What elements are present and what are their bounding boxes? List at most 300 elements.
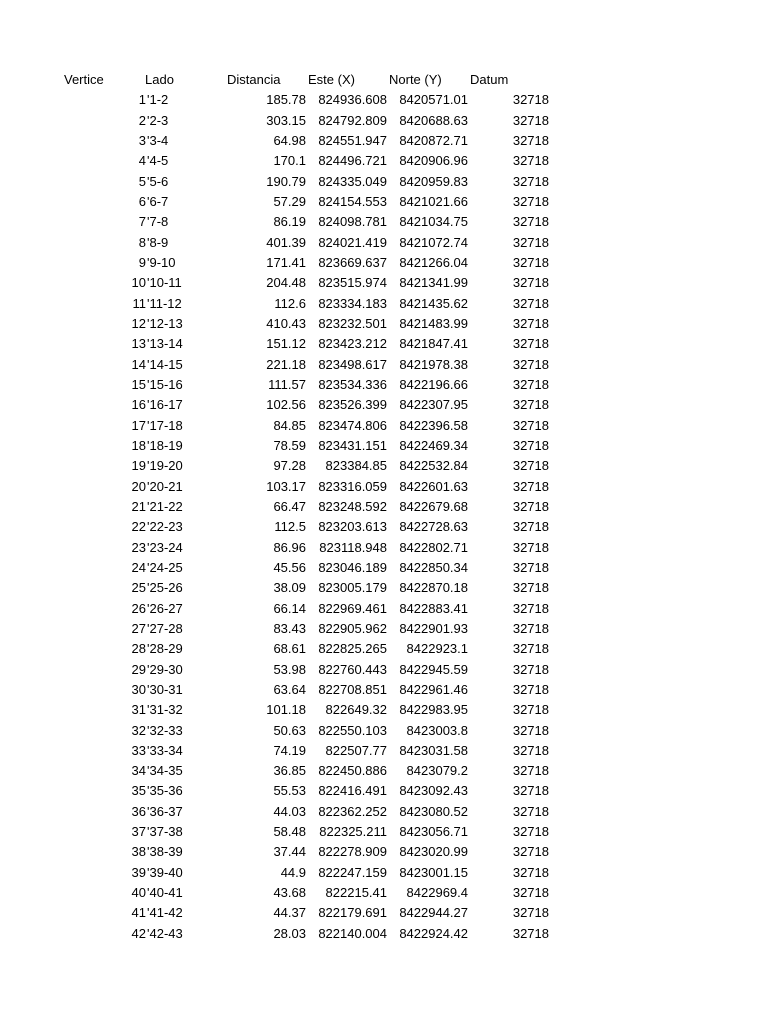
table-row: [0, 578, 768, 598]
cell-norte: 8422944.27: [399, 905, 468, 921]
cell-lado: '23-24: [147, 539, 183, 555]
cell-norte: 8423001.15: [399, 864, 468, 880]
cell-este: 822708.851: [318, 681, 387, 697]
cell-este: 823232.501: [318, 315, 387, 331]
cell-este: 822507.77: [325, 742, 387, 758]
cell-este: 823515.974: [318, 275, 387, 291]
cell-distancia: 28.03: [273, 925, 306, 941]
cell-datum: 32718: [512, 193, 549, 209]
cell-este: 822179.691: [318, 905, 387, 921]
cell-este: 822362.252: [318, 803, 387, 819]
cell-vertice: 8: [138, 234, 146, 250]
cell-datum: 32718: [512, 234, 549, 250]
cell-distancia: 84.85: [273, 417, 306, 433]
cell-este: 823474.806: [318, 417, 387, 433]
cell-norte: 8421341.99: [399, 275, 468, 291]
cell-norte: 8422396.58: [399, 417, 468, 433]
cell-este: 823334.183: [318, 295, 387, 311]
table-row: [0, 172, 768, 192]
cell-norte: 8420872.71: [399, 132, 468, 148]
header-este: Este (X): [308, 72, 355, 87]
cell-distancia: 401.39: [266, 234, 306, 250]
cell-distancia: 111.57: [268, 376, 306, 392]
cell-norte: 8423031.58: [399, 742, 468, 758]
cell-lado: '12-13: [147, 315, 183, 331]
cell-datum: 32718: [512, 559, 549, 575]
cell-norte: 8421435.62: [399, 295, 468, 311]
cell-vertice: 10: [131, 275, 146, 291]
cell-lado: '5-6: [147, 173, 169, 189]
table-row: [0, 741, 768, 761]
cell-datum: 32718: [512, 458, 549, 474]
cell-datum: 32718: [512, 620, 549, 636]
cell-distancia: 190.79: [266, 173, 306, 189]
cell-vertice: 41: [131, 905, 146, 921]
table-row: [0, 273, 768, 293]
table-row: [0, 375, 768, 395]
cell-lado: '4-5: [147, 153, 169, 169]
cell-este: 824551.947: [318, 132, 387, 148]
cell-datum: 32718: [512, 153, 549, 169]
cell-norte: 8422307.95: [399, 397, 468, 413]
cell-lado: '26-27: [147, 600, 183, 616]
cell-distancia: 101.18: [266, 702, 306, 718]
cell-datum: 32718: [512, 803, 549, 819]
cell-datum: 32718: [512, 905, 549, 921]
cell-lado: '3-4: [147, 132, 169, 148]
cell-lado: '36-37: [147, 803, 183, 819]
cell-norte: 8421483.99: [399, 315, 468, 331]
cell-distancia: 86.96: [273, 539, 306, 555]
cell-datum: 32718: [512, 722, 549, 738]
cell-lado: '39-40: [147, 864, 183, 880]
cell-datum: 32718: [512, 641, 549, 657]
cell-este: 822760.443: [318, 661, 387, 677]
table-body: [0, 90, 768, 944]
cell-lado: '33-34: [147, 742, 183, 758]
cell-vertice: 7: [138, 214, 146, 230]
table-row: [0, 883, 768, 903]
cell-distancia: 410.43: [266, 315, 306, 331]
cell-norte: 8423079.2: [406, 763, 468, 779]
cell-distancia: 68.61: [273, 641, 306, 657]
header-vertice: Vertice: [64, 72, 104, 87]
cell-este: 824936.608: [318, 92, 387, 108]
cell-vertice: 36: [131, 803, 146, 819]
cell-distancia: 112.5: [274, 519, 306, 535]
cell-distancia: 63.64: [273, 681, 306, 697]
cell-lado: '32-33: [147, 722, 183, 738]
cell-norte: 8423056.71: [399, 824, 468, 840]
table-row: [0, 456, 768, 476]
cell-datum: 32718: [512, 498, 549, 514]
table-row: [0, 111, 768, 131]
cell-este: 823498.617: [318, 356, 387, 372]
cell-distancia: 66.47: [273, 498, 306, 514]
cell-vertice: 5: [138, 173, 146, 189]
table-row: [0, 822, 768, 842]
cell-vertice: 3: [138, 132, 146, 148]
cell-distancia: 74.19: [273, 742, 306, 758]
cell-lado: '16-17: [147, 397, 183, 413]
cell-lado: '41-42: [147, 905, 183, 921]
cell-datum: 32718: [512, 295, 549, 311]
cell-lado: '38-39: [147, 844, 183, 860]
cell-vertice: 40: [131, 885, 146, 901]
header-norte: Norte (Y): [389, 72, 442, 87]
cell-norte: 8422601.63: [399, 478, 468, 494]
table-row: [0, 842, 768, 862]
table-row: [0, 721, 768, 741]
cell-distancia: 45.56: [273, 559, 306, 575]
cell-vertice: 38: [131, 844, 146, 860]
table-row: [0, 253, 768, 273]
header-distancia: Distancia: [227, 72, 281, 87]
header-datum: Datum: [470, 72, 509, 87]
cell-datum: 32718: [512, 925, 549, 941]
table-row: [0, 660, 768, 680]
cell-norte: 8423003.8: [406, 722, 468, 738]
cell-norte: 8420959.83: [399, 173, 468, 189]
cell-datum: 32718: [512, 112, 549, 128]
cell-vertice: 14: [131, 356, 146, 372]
table-row: [0, 395, 768, 415]
cell-lado: '28-29: [147, 641, 183, 657]
cell-lado: '11-12: [147, 295, 182, 311]
table-row: [0, 497, 768, 517]
cell-vertice: 20: [131, 478, 146, 494]
cell-distancia: 66.14: [273, 600, 306, 616]
cell-lado: '37-38: [147, 824, 183, 840]
cell-este: 823316.059: [318, 478, 387, 494]
cell-datum: 32718: [512, 376, 549, 392]
cell-distancia: 170.1: [273, 153, 306, 169]
header-lado: Lado: [145, 72, 174, 87]
cell-este: 823526.399: [318, 397, 387, 413]
cell-este: 824792.809: [318, 112, 387, 128]
cell-vertice: 13: [131, 336, 146, 352]
cell-lado: '15-16: [147, 376, 183, 392]
cell-norte: 8421266.04: [399, 254, 468, 270]
cell-datum: 32718: [512, 844, 549, 860]
cell-vertice: 11: [132, 295, 146, 311]
cell-norte: 8422728.63: [399, 519, 468, 535]
cell-vertice: 33: [131, 742, 146, 758]
cell-este: 822969.461: [318, 600, 387, 616]
table-row: [0, 131, 768, 151]
cell-norte: 8421034.75: [399, 214, 468, 230]
cell-datum: 32718: [512, 824, 549, 840]
cell-datum: 32718: [512, 92, 549, 108]
cell-vertice: 22: [131, 519, 146, 535]
cell-vertice: 42: [131, 925, 146, 941]
cell-distancia: 185.78: [266, 92, 306, 108]
cell-datum: 32718: [512, 417, 549, 433]
table-row: [0, 538, 768, 558]
cell-datum: 32718: [512, 885, 549, 901]
cell-este: 824154.553: [318, 193, 387, 209]
cell-distancia: 204.48: [266, 275, 306, 291]
cell-norte: 8422945.59: [399, 661, 468, 677]
cell-distancia: 57.29: [273, 193, 306, 209]
cell-distancia: 112.6: [274, 295, 306, 311]
table-row: [0, 558, 768, 578]
cell-datum: 32718: [512, 539, 549, 555]
cell-norte: 8422469.34: [399, 437, 468, 453]
cell-norte: 8422969.4: [406, 885, 468, 901]
cell-norte: 8422901.93: [399, 620, 468, 636]
cell-distancia: 55.53: [273, 783, 306, 799]
table-row: [0, 599, 768, 619]
cell-lado: '25-26: [147, 580, 183, 596]
table-row: [0, 355, 768, 375]
cell-vertice: 12: [131, 315, 146, 331]
cell-vertice: 1: [138, 92, 146, 108]
cell-este: 823046.189: [318, 559, 387, 575]
cell-vertice: 9: [138, 254, 146, 270]
cell-lado: '1-2: [147, 92, 169, 108]
cell-norte: 8422983.95: [399, 702, 468, 718]
cell-este: 822416.491: [318, 783, 387, 799]
cell-distancia: 58.48: [273, 824, 306, 840]
cell-norte: 8423092.43: [399, 783, 468, 799]
table-row: [0, 334, 768, 354]
cell-datum: 32718: [512, 478, 549, 494]
cell-lado: '19-20: [147, 458, 183, 474]
header-row: [0, 70, 768, 90]
cell-datum: 32718: [512, 702, 549, 718]
cell-lado: '30-31: [147, 681, 183, 697]
cell-este: 822278.909: [318, 844, 387, 860]
cell-lado: '22-23: [147, 519, 183, 535]
cell-datum: 32718: [512, 864, 549, 880]
cell-este: 823384.85: [325, 458, 387, 474]
cell-datum: 32718: [512, 356, 549, 372]
cell-vertice: 30: [131, 681, 146, 697]
cell-vertice: 24: [131, 559, 146, 575]
cell-datum: 32718: [512, 214, 549, 230]
cell-norte: 8421072.74: [399, 234, 468, 250]
cell-lado: '34-35: [147, 763, 183, 779]
cell-vertice: 2: [138, 112, 146, 128]
cell-distancia: 44.9: [280, 864, 306, 880]
cell-vertice: 23: [131, 539, 146, 555]
cell-datum: 32718: [512, 132, 549, 148]
cell-este: 823423.212: [318, 336, 387, 352]
cell-distancia: 44.37: [273, 905, 306, 921]
cell-distancia: 83.43: [273, 620, 306, 636]
cell-vertice: 34: [131, 763, 146, 779]
cell-este: 823669.637: [318, 254, 387, 270]
cell-vertice: 32: [131, 722, 146, 738]
cell-norte: 8420906.96: [399, 153, 468, 169]
cell-norte: 8420688.63: [399, 112, 468, 128]
cell-lado: '13-14: [147, 336, 183, 352]
cell-norte: 8421847.41: [399, 336, 468, 352]
cell-lado: '24-25: [147, 559, 183, 575]
cell-norte: 8422923.1: [406, 641, 468, 657]
cell-distancia: 97.28: [273, 458, 306, 474]
table-row: [0, 924, 768, 944]
cell-vertice: 19: [131, 458, 146, 474]
table-row: [0, 90, 768, 110]
cell-lado: '8-9: [147, 234, 169, 250]
cell-vertice: 31: [131, 702, 146, 718]
cell-este: 822325.211: [319, 824, 387, 840]
cell-este: 822140.004: [318, 925, 387, 941]
cell-distancia: 303.15: [266, 112, 306, 128]
cell-norte: 8422870.18: [399, 580, 468, 596]
cell-este: 823005.179: [318, 580, 387, 596]
cell-este: 822550.103: [318, 722, 387, 738]
cell-norte: 8422961.46: [399, 681, 468, 697]
cell-datum: 32718: [512, 600, 549, 616]
table-row: [0, 639, 768, 659]
cell-distancia: 50.63: [273, 722, 306, 738]
cell-norte: 8422883.41: [399, 600, 468, 616]
table-row: [0, 294, 768, 314]
cell-lado: '40-41: [147, 885, 183, 901]
cell-lado: '35-36: [147, 783, 183, 799]
cell-vertice: 18: [131, 437, 146, 453]
cell-este: 823534.336: [318, 376, 387, 392]
cell-distancia: 38.09: [273, 580, 306, 596]
cell-lado: '2-3: [147, 112, 169, 128]
table-row: [0, 903, 768, 923]
cell-lado: '9-10: [147, 254, 176, 270]
cell-datum: 32718: [512, 580, 549, 596]
cell-norte: 8422679.68: [399, 498, 468, 514]
cell-lado: '14-15: [147, 356, 183, 372]
cell-datum: 32718: [512, 397, 549, 413]
cell-este: 822825.265: [318, 641, 387, 657]
cell-lado: '18-19: [147, 437, 183, 453]
table-row: [0, 781, 768, 801]
cell-distancia: 37.44: [273, 844, 306, 860]
cell-este: 823118.948: [319, 539, 387, 555]
table-row: [0, 863, 768, 883]
cell-este: 824098.781: [318, 214, 387, 230]
cell-lado: '20-21: [147, 478, 183, 494]
cell-datum: 32718: [512, 254, 549, 270]
cell-vertice: 15: [131, 376, 146, 392]
cell-vertice: 39: [131, 864, 146, 880]
cell-norte: 8422532.84: [399, 458, 468, 474]
cell-vertice: 17: [131, 417, 146, 433]
cell-distancia: 43.68: [273, 885, 306, 901]
cell-este: 823431.151: [318, 437, 387, 453]
cell-distancia: 78.59: [273, 437, 306, 453]
cell-lado: '7-8: [147, 214, 169, 230]
table-row: [0, 477, 768, 497]
cell-vertice: 25: [131, 580, 146, 596]
cell-este: 822215.41: [325, 885, 387, 901]
cell-vertice: 29: [131, 661, 146, 677]
cell-datum: 32718: [512, 173, 549, 189]
cell-distancia: 221.18: [266, 356, 306, 372]
cell-lado: '31-32: [147, 702, 183, 718]
table-row: [0, 192, 768, 212]
cell-lado: '10-11: [147, 275, 182, 291]
cell-este: 823248.592: [318, 498, 387, 514]
cell-norte: 8422802.71: [399, 539, 468, 555]
cell-norte: 8422850.34: [399, 559, 468, 575]
cell-distancia: 44.03: [273, 803, 306, 819]
cell-vertice: 16: [131, 397, 146, 413]
cell-vertice: 35: [131, 783, 146, 799]
cell-datum: 32718: [512, 783, 549, 799]
cell-este: 822905.962: [318, 620, 387, 636]
cell-distancia: 53.98: [273, 661, 306, 677]
cell-datum: 32718: [512, 437, 549, 453]
cell-distancia: 103.17: [266, 478, 306, 494]
cell-vertice: 6: [138, 193, 146, 209]
cell-distancia: 86.19: [273, 214, 306, 230]
cell-norte: 8423080.52: [399, 803, 468, 819]
cell-vertice: 26: [131, 600, 146, 616]
cell-vertice: 4: [138, 153, 146, 169]
cell-este: 824021.419: [318, 234, 387, 250]
table-row: [0, 761, 768, 781]
cell-este: 822649.32: [325, 702, 387, 718]
cell-este: 824335.049: [318, 173, 387, 189]
table-row: [0, 416, 768, 436]
cell-este: 823203.613: [318, 519, 387, 535]
cell-vertice: 28: [131, 641, 146, 657]
table-row: [0, 517, 768, 537]
table-row: [0, 212, 768, 232]
cell-distancia: 102.56: [266, 397, 306, 413]
cell-lado: '42-43: [147, 925, 183, 941]
cell-vertice: 21: [131, 498, 146, 514]
cell-norte: 8421978.38: [399, 356, 468, 372]
cell-norte: 8421021.66: [399, 193, 468, 209]
table-row: [0, 802, 768, 822]
cell-datum: 32718: [512, 681, 549, 697]
cell-datum: 32718: [512, 275, 549, 291]
cell-datum: 32718: [512, 519, 549, 535]
cell-norte: 8422196.66: [399, 376, 468, 392]
cell-lado: '27-28: [147, 620, 183, 636]
cell-norte: 8422924.42: [399, 925, 468, 941]
cell-norte: 8423020.99: [399, 844, 468, 860]
table-row: [0, 619, 768, 639]
cell-vertice: 27: [131, 620, 146, 636]
table-row: [0, 680, 768, 700]
cell-datum: 32718: [512, 661, 549, 677]
cell-lado: '17-18: [147, 417, 183, 433]
table-row: [0, 151, 768, 171]
cell-este: 822247.159: [318, 864, 387, 880]
cell-este: 822450.886: [318, 763, 387, 779]
table-row: [0, 233, 768, 253]
cell-lado: '6-7: [147, 193, 169, 209]
cell-este: 824496.721: [318, 153, 387, 169]
cell-vertice: 37: [131, 824, 146, 840]
cell-distancia: 64.98: [273, 132, 306, 148]
cell-lado: '29-30: [147, 661, 183, 677]
table-row: [0, 700, 768, 720]
cell-distancia: 36.85: [273, 763, 306, 779]
cell-norte: 8420571.01: [399, 92, 468, 108]
cell-lado: '21-22: [147, 498, 183, 514]
table-row: [0, 436, 768, 456]
vertex-table: [0, 70, 768, 944]
cell-datum: 32718: [512, 742, 549, 758]
cell-datum: 32718: [512, 315, 549, 331]
table-row: [0, 314, 768, 334]
cell-datum: 32718: [512, 763, 549, 779]
